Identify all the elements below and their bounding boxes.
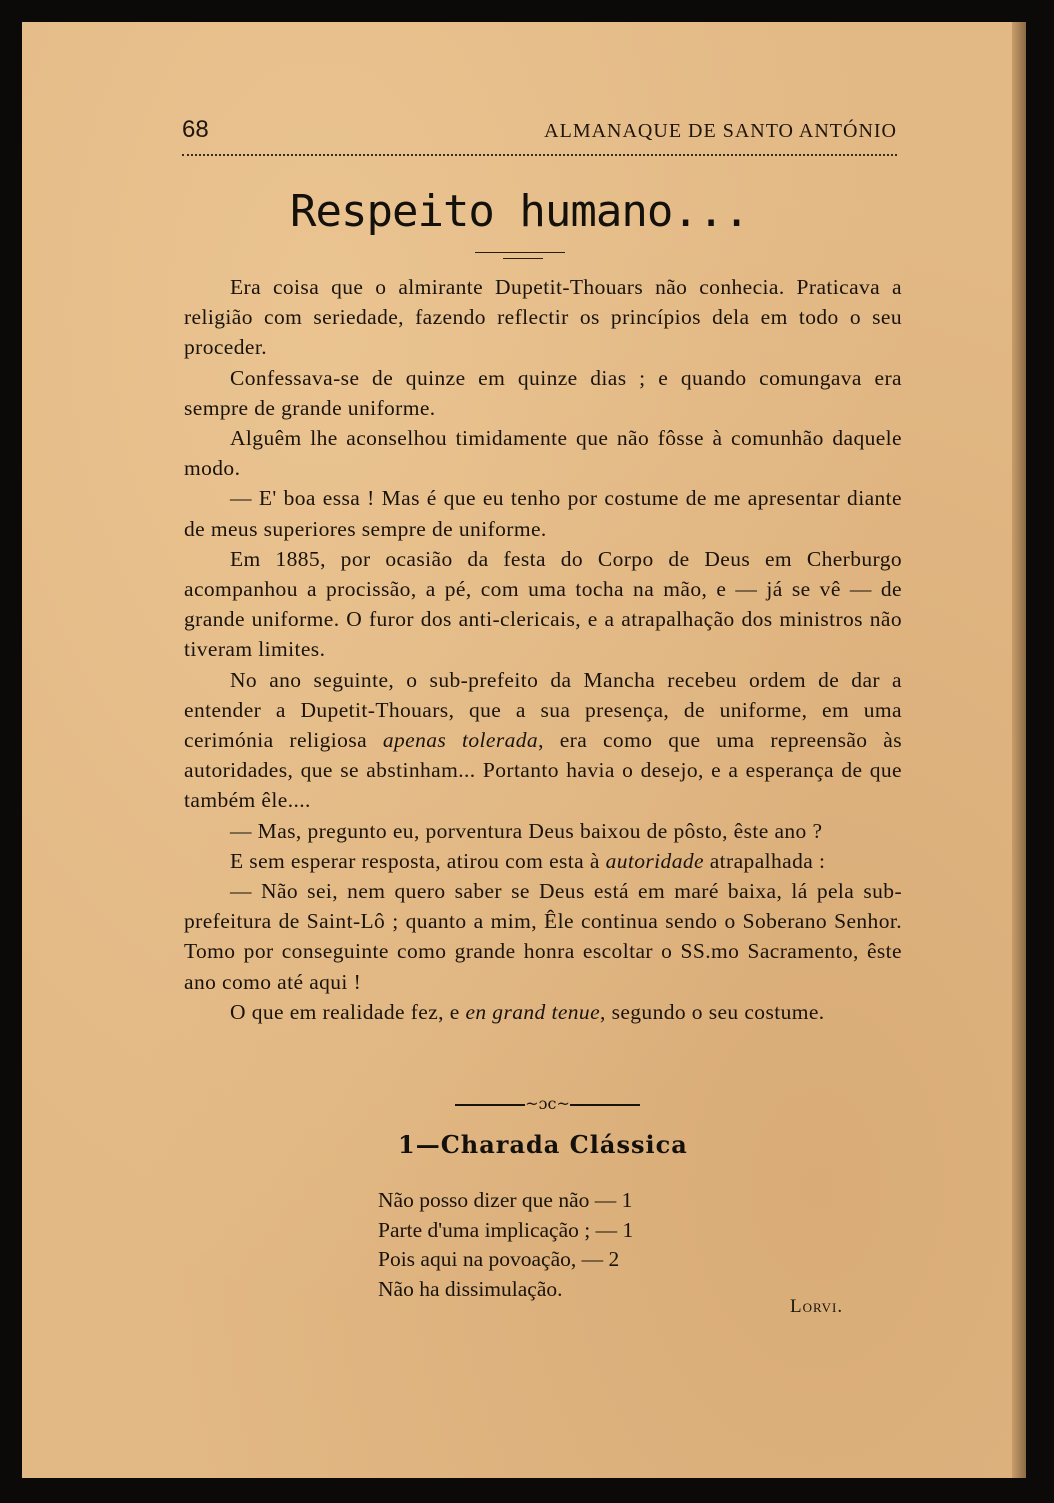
title-rule: [475, 252, 565, 253]
charade-verse: [378, 1186, 633, 1304]
author-signature: Lorvi.: [790, 1296, 844, 1317]
paragraph: Confessava-se de quinze em quinze dias ; e quando comungava era sempre de grande uniforme.: [184, 365, 902, 420]
paragraph: Era coisa que o almirante Dupetit-Thouars não conhecia. Praticava a religião com seriedade, fazendo reflectir os princípios dela em todo o seu proceder.: [184, 275, 902, 360]
paragraph: O que em realidade fez, e en grand tenue, segundo o seu costume.: [230, 999, 825, 1024]
italic-phrase: apenas tolerada: [382, 728, 539, 753]
paragraph: — Mas, pregunto eu, porventura Deus baixou de pôsto, êste ano ?: [230, 818, 823, 843]
verse-line: Pois aqui na povoação, — 2: [378, 1247, 620, 1271]
verse-line: Não ha dissimulação.: [378, 1276, 563, 1301]
page-edge: [1012, 22, 1026, 1478]
paragraph: Em 1885, por ocasião da festa do Corpo de Deus em Cherburgo acompanhou a procissão, a pé, com uma tocha na mão, e — já se vê — de grande uniforme. O furor dos anti-clericais, e a atrapalhação dos ministros não tiveram limites.: [184, 546, 902, 662]
article-title: Respeito humano...: [290, 186, 749, 237]
running-title: ALMANAQUE DE SANTO ANTÓNIO: [544, 120, 897, 142]
article-body: [184, 272, 902, 1027]
italic-phrase: en grand tenue: [465, 999, 601, 1024]
paragraph: — E' boa essa ! Mas é que eu tenho por costume de me apresentar diante de meus superiores sempre de uniforme.: [184, 486, 902, 541]
paragraph: Alguêm lhe aconselhou timidamente que não fôsse à comunhão daquele modo.: [184, 426, 902, 481]
page-header: [182, 114, 897, 156]
paragraph: — Não sei, nem quero saber se Deus está em maré baixa, lá pela sub-prefeitura de Saint-Lô ; quanto a mim, Êle continua sendo o Soberano Senhor. Tomo por conseguinte como grande honra escoltar o SS.mo Sacramento, êste ano como até aqui !: [184, 879, 902, 994]
italic-phrase: autoridade: [605, 848, 704, 873]
paragraph: No ano seguinte, o sub-prefeito da Mancha recebeu ordem de dar a entender a Dupetit-Thouars, que a sua presença, de uniforme, em uma cerimónia religiosa apenas tolerada, era como que uma repreensão às autoridades, que se abstinham... Portanto havia o desejo, e a esperança de que também êle....: [184, 667, 902, 813]
page-number: 68: [182, 116, 209, 143]
paragraph: E sem esperar resposta, atirou com esta à autoridade atrapalhada :: [230, 848, 826, 873]
verse-line: Parte d'uma implicação ; — 1: [378, 1217, 634, 1242]
charade-title: 1—Charada Clássica: [398, 1130, 688, 1159]
title-rule-short: [503, 258, 543, 259]
verse-line: Não posso dizer que não — 1: [378, 1188, 633, 1212]
section-ornament: ~ɔc~: [440, 1094, 655, 1114]
